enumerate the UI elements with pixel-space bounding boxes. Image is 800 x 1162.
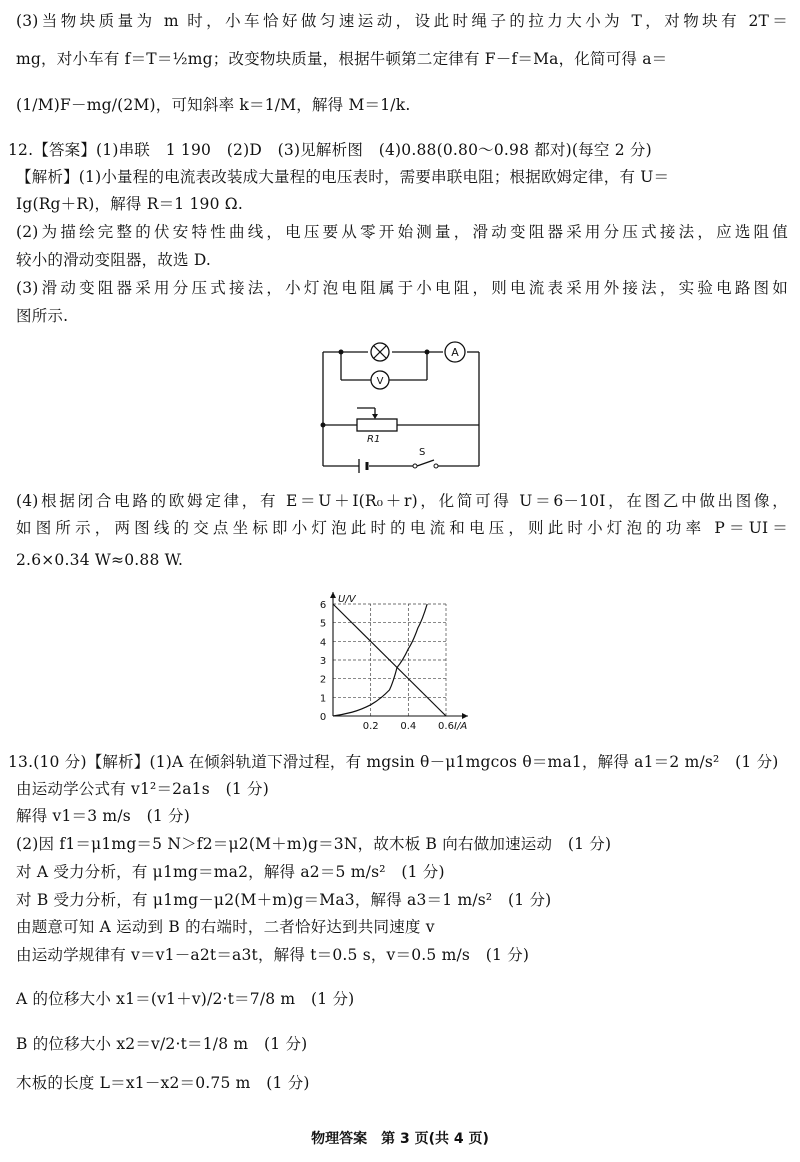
q12-analysis-1a: 【解析】(1)小量程的电流表改装成大量程的电压表时，需要串联电阻；根据欧姆定律，有 U＝	[16, 168, 670, 186]
q13-line-3: 解得 v1＝3 m/s (1 分)	[16, 807, 190, 825]
voltmeter-icon	[371, 371, 389, 389]
q12-analysis-2b: 较小的滑动变阻器，故选 D.	[16, 251, 212, 269]
switch-icon	[413, 464, 438, 468]
q13-line-9: A 的位移大小 x1＝(v1＋v)/2·t＝7/8 m (1 分)	[16, 990, 355, 1008]
q13-line-8: 由运动学规律有 v＝v1－a2t＝a3t，解得 t＝0.5 s，v＝0.5 m/s (1 分)	[16, 946, 530, 964]
ammeter-label: A	[451, 346, 459, 359]
junction-dot	[425, 350, 430, 355]
slider-arrow-icon	[372, 414, 378, 419]
p11-line-3: (1/M)F－mg/(2M)，可知斜率 k＝1/M，解得 M＝1/k.	[16, 96, 411, 114]
q13-line-6: 对 B 受力分析，有 μ1mg－μ2(M＋m)g＝Ma3，解得 a3＝1 m/s² (1 分)	[16, 891, 552, 909]
q12-analysis-4c: 2.6×0.34 W≈0.88 W.	[16, 551, 184, 569]
graph-labels	[320, 594, 468, 732]
voltmeter-label: V	[376, 376, 384, 387]
rheostat-icon	[357, 419, 397, 431]
q12-answer: 12.【答案】(1)串联 1 190 (2)D (3)见解析图 (4)0.88(0.80～0.98 都对)(每空 2 分)	[8, 141, 652, 159]
q13-line-7: 由题意可知 A 运动到 B 的右端时，二者恰好达到共同速度 v	[16, 918, 435, 936]
y-tick-label: 6	[319, 600, 327, 611]
lamp-icon	[371, 343, 389, 361]
page-footer: 物理答案 第 3 页(共 4 页)	[311, 1131, 489, 1147]
q13-line-10: B 的位移大小 x2＝v/2·t＝1/8 m (1 分)	[16, 1035, 308, 1053]
q12-analysis-3a: (3)滑动变阻器采用分压式接法，小灯泡电阻属于小电阻，则电流表采用外接法，实验电路图如	[16, 279, 788, 297]
q13-line-2: 由运动学公式有 v1²＝2a1s (1 分)	[16, 780, 269, 798]
p11-line-1: (3)当物块质量为 m 时，小车恰好做匀速运动，设此时绳子的拉力大小为 T，对物块有 2T＝	[16, 12, 788, 30]
u-i-graph	[315, 590, 490, 735]
q13-line-1: 13.(10 分)【解析】(1)A 在倾斜轨道下滑过程，有 mgsin θ－μ1mgcos θ＝ma1，解得 a1＝2 m/s² (1 分)	[8, 753, 779, 771]
x-tick-label: 0.2	[362, 721, 379, 732]
q13-line-4: (2)因 f1＝μ1mg＝5 N＞f2＝μ2(M＋m)g＝3N，故木板 B 向右做加速运动 (1 分)	[16, 835, 612, 853]
y-axis-arrow-icon	[330, 592, 336, 598]
y-tick-label: 3	[319, 656, 327, 667]
x-tick-label: 0.6	[438, 721, 454, 732]
x-axis-arrow-icon	[462, 713, 468, 719]
q13-line-5: 对 A 受力分析，有 μ1mg＝ma2，解得 a2＝5 m/s² (1 分)	[16, 863, 445, 881]
p11-line-2: mg，对小车有 f＝T＝½mg；改变物块质量，根据牛顿第二定律有 F－f＝Ma，化简可得 a＝	[16, 50, 668, 68]
y-tick-label: 2	[319, 674, 327, 686]
junction-dot	[339, 350, 344, 355]
circuit-diagram	[315, 335, 490, 480]
junction-dot	[321, 423, 326, 428]
y-tick-label: 0	[319, 712, 327, 723]
ammeter-icon	[445, 342, 465, 362]
y-axis-label: U/V	[338, 594, 356, 605]
y-tick-label: 1	[319, 693, 327, 705]
q12-analysis-1b: Ig(Rg＋R)，解得 R＝1 190 Ω.	[16, 195, 243, 213]
graph-axes	[330, 592, 468, 719]
switch-label: S	[419, 447, 426, 458]
q12-analysis-2a: (2)为描绘完整的伏安特性曲线，电压要从零开始测量，滑动变阻器采用分压式接法，应选阻值	[16, 223, 788, 241]
q13-line-11: 木板的长度 L＝x1－x2＝0.75 m (1 分)	[16, 1074, 310, 1092]
y-tick-label: 4	[319, 637, 327, 649]
x-tick-label: 0.4	[400, 721, 417, 732]
q12-analysis-4b: 如图所示，两图线的交点坐标即小灯泡此时的电流和电压，则此时小灯泡的功率 P＝UI＝	[16, 519, 788, 537]
rheostat-label: R1	[367, 434, 381, 445]
y-tick-label: 5	[319, 618, 327, 630]
q12-analysis-3b: 图所示.	[16, 307, 69, 325]
x-axis-label: I/A	[454, 721, 468, 732]
battery-icon	[359, 459, 367, 473]
q12-analysis-4a: (4)根据闭合电路的欧姆定律，有 E＝U＋I(R₀＋r)，化简可得 U＝6－10I，在图乙中做出图像，	[16, 492, 788, 510]
